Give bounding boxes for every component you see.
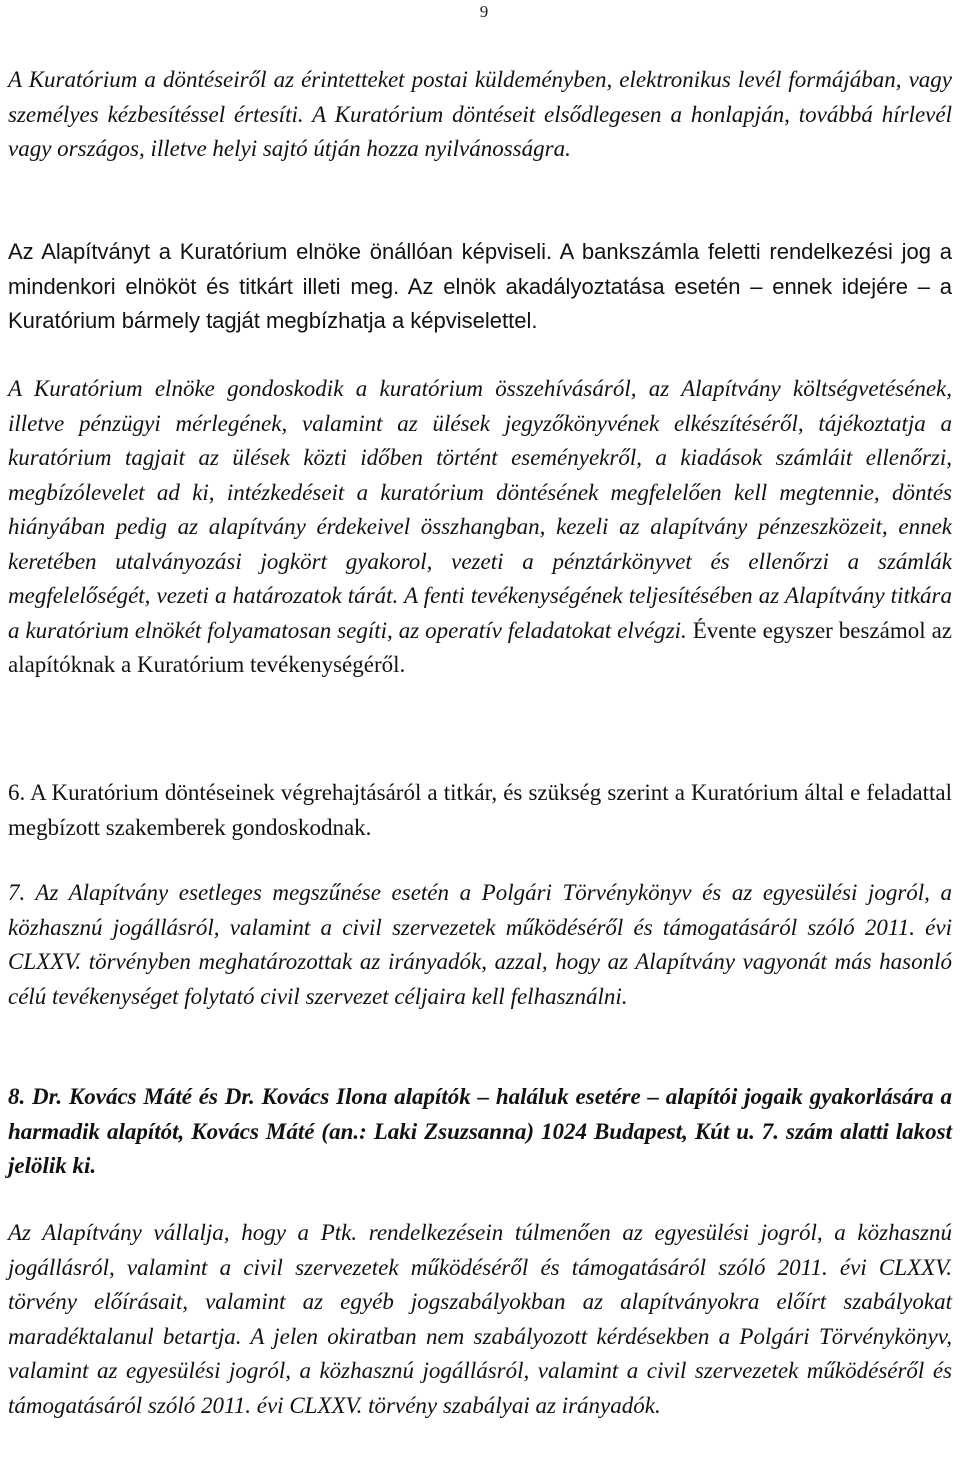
paragraph-representation: Az Alapítványt a Kuratórium elnöke önállóan képviseli. A bankszámla feletti rendelkezési jog a mindenkori elnököt és titkárt illeti meg. Az elnök akadályoztatása esetén – ennek idejére – a Kuratórium bármely tagját megbízhatja a képviselettel. <box>8 239 952 333</box>
paragraph-section-7: 7. Az Alapítvány esetleges megszűnése esetén a Polgári Törvénykönyv és az egyesülési jogról, a közhasznú jogállásról, valamint a civil szervezetek működéséről és támogatásáról szóló 2011. évi CLXXV. törvényben meghatározottak az irányadók, azzal, hogy az Alapítvány vagyonát más hasonló célú tevékenységet folytató civil szervezet céljaira kell felhasználni. <box>8 880 952 1009</box>
paragraph-section-8: 8. Dr. Kovács Máté és Dr. Kovács Ilona alapítók – haláluk esetére – alapítói jogaik gyakorlására a harmadik alapítót, Kovács Máté (an.: Laki Zsuzsanna) 1024 Budapest, Kút u. 7. szám alatti lakost jelölik ki. <box>8 1084 952 1178</box>
chairman-duties-text: A Kuratórium elnöke gondoskodik a kuratórium összehívásáról, az Alapítvány költségvetésének, illetve pénzügyi mérlegének, valamint az ülések jegyzőkönyvének elkészítéséről, tájékoztatja a kuratórium tagjait az ülések közti időben történt eseményekről, a kiadások számláit ellenőrzi, megbízólevelet ad ki, intézkedéseit a kuratórium döntésének megfelelően kell megtennie, döntés hiányában pedig az alapítvány érdekeivel összhangban, kezeli az alapítvány pénzeszközeit, ennek keretében utalványozási jogkört gyakorol, vezeti a pénztárkönyvet és ellenőrzi a számlák megfelelőségét, vezeti a határozatok tárát. <box>8 376 952 608</box>
paragraph-section-6: 6. A Kuratórium döntéseinek végrehajtásáról a titkár, és szükség szerint a Kuratórium által e feladattal megbízott szakemberek gondoskodnak. <box>8 780 952 840</box>
page-number: 9 <box>479 2 489 21</box>
annual-report-text: Évente egyszer beszámol az alapítóknak a Kuratórium tevékenységéről. <box>8 617 953 677</box>
paragraph-compliance: Az Alapítvány vállalja, hogy a Ptk. rendelkezésein túlmenően az egyesülési jogról, a közhasznú jogállásról, valamint a civil szervezetek működéséről és támogatásáról szóló 2011. évi CLXXV. törvény előírásait, valamint az egyéb jogszabályokban az alapítványokra előírt szabályokat maradéktalanul betartja. A jelen okiratban nem szabályozott kérdésekben a Polgári Törvénykönyv, valamint az egyesülési jogról, a közhasznú jogállásról, valamint a civil szervezetek működéséről és támogatásáról szóló 2011. évi CLXXV. törvény szabályai az irányadók. <box>8 1220 952 1418</box>
paragraph-notification: A Kuratórium a döntéseiről az érintetteket postai küldeményben, elektronikus levél formájában, vagy személyes kézbesítéssel értesíti. A Kuratórium döntéseit elsődlegesen a honlapján, továbbá hírlevél vagy országos, illetve helyi sajtó útján hozza nyilvánosságra. <box>8 67 952 161</box>
secretary-duties-text: A fenti tevékenységének teljesítésében az Alapítvány titkára a kuratórium elnökét folyamatosan segíti, az operatív feladatokat elvégzi. <box>8 583 952 643</box>
paragraph-chairman-duties <box>8 372 952 683</box>
